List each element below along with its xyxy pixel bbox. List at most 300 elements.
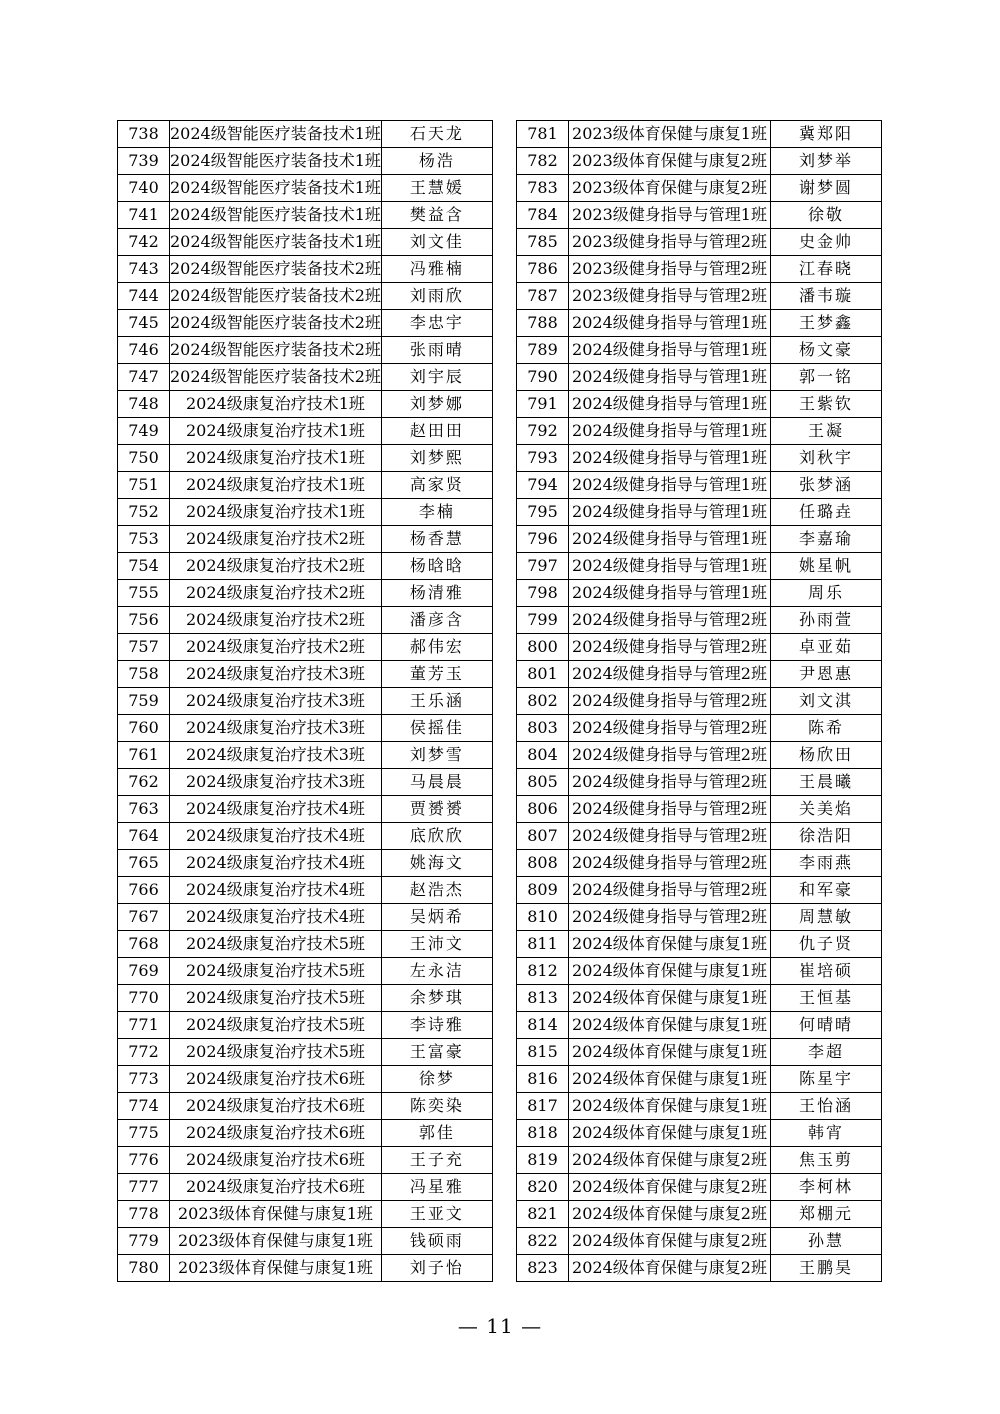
student-name-cell: 冯雅楠 — [381, 256, 492, 283]
row-number-cell: 752 — [118, 499, 170, 526]
row-number-cell: 782 — [517, 148, 569, 175]
row-number-cell: 774 — [118, 1093, 170, 1120]
student-name-cell: 刘宇辰 — [381, 364, 492, 391]
student-name-cell: 史金帅 — [771, 229, 882, 256]
table-row — [517, 256, 882, 283]
table-row — [118, 850, 493, 877]
row-number-cell: 743 — [118, 256, 170, 283]
class-name-cell: 2024级体育保健与康复1班 — [569, 1120, 771, 1147]
class-name-cell: 2024级智能医疗装备技术1班 — [170, 229, 382, 256]
class-name-cell: 2024级体育保健与康复2班 — [569, 1201, 771, 1228]
student-name-cell: 孙慧 — [771, 1228, 882, 1255]
class-name-cell: 2023级体育保健与康复2班 — [569, 175, 771, 202]
row-number-cell: 751 — [118, 472, 170, 499]
class-name-cell: 2023级体育保健与康复1班 — [170, 1201, 382, 1228]
class-name-cell: 2024级健身指导与管理2班 — [569, 634, 771, 661]
student-name-cell: 谢梦圆 — [771, 175, 882, 202]
student-name-cell: 杨清雅 — [381, 580, 492, 607]
table-row — [517, 580, 882, 607]
student-name-cell: 王子充 — [381, 1147, 492, 1174]
class-name-cell: 2024级康复治疗技术2班 — [170, 634, 382, 661]
class-name-cell: 2024级康复治疗技术6班 — [170, 1120, 382, 1147]
class-name-cell: 2024级康复治疗技术6班 — [170, 1066, 382, 1093]
row-number-cell: 800 — [517, 634, 569, 661]
row-number-cell: 802 — [517, 688, 569, 715]
row-number-cell: 759 — [118, 688, 170, 715]
row-number-cell: 780 — [118, 1255, 170, 1282]
class-name-cell: 2024级康复治疗技术2班 — [170, 553, 382, 580]
student-name-cell: 钱硕雨 — [381, 1228, 492, 1255]
row-number-cell: 756 — [118, 607, 170, 634]
table-row — [517, 283, 882, 310]
student-name-cell: 徐敬 — [771, 202, 882, 229]
row-number-cell: 823 — [517, 1255, 569, 1282]
row-number-cell: 785 — [517, 229, 569, 256]
table-row — [517, 202, 882, 229]
class-name-cell: 2024级健身指导与管理1班 — [569, 337, 771, 364]
table-row — [517, 607, 882, 634]
row-number-cell: 804 — [517, 742, 569, 769]
student-name-cell: 杨晗晗 — [381, 553, 492, 580]
class-name-cell: 2024级康复治疗技术2班 — [170, 580, 382, 607]
row-number-cell: 762 — [118, 769, 170, 796]
student-name-cell: 江春晓 — [771, 256, 882, 283]
row-number-cell: 787 — [517, 283, 569, 310]
row-number-cell: 777 — [118, 1174, 170, 1201]
class-name-cell: 2024级康复治疗技术5班 — [170, 958, 382, 985]
class-name-cell: 2024级智能医疗装备技术1班 — [170, 121, 382, 148]
class-name-cell: 2024级智能医疗装备技术2班 — [170, 337, 382, 364]
row-number-cell: 799 — [517, 607, 569, 634]
row-number-cell: 748 — [118, 391, 170, 418]
row-number-cell: 807 — [517, 823, 569, 850]
class-name-cell: 2024级康复治疗技术6班 — [170, 1147, 382, 1174]
student-name-cell: 郭佳 — [381, 1120, 492, 1147]
class-name-cell: 2024级康复治疗技术4班 — [170, 877, 382, 904]
student-name-cell: 刘梦雪 — [381, 742, 492, 769]
row-number-cell: 810 — [517, 904, 569, 931]
row-number-cell: 764 — [118, 823, 170, 850]
class-name-cell: 2024级智能医疗装备技术1班 — [170, 175, 382, 202]
table-row — [118, 823, 493, 850]
table-row — [118, 391, 493, 418]
table-row — [118, 715, 493, 742]
student-name-cell: 杨文豪 — [771, 337, 882, 364]
student-name-cell: 余梦琪 — [381, 985, 492, 1012]
student-name-cell: 刘雨欣 — [381, 283, 492, 310]
row-number-cell: 820 — [517, 1174, 569, 1201]
row-number-cell: 813 — [517, 985, 569, 1012]
student-name-cell: 潘彦含 — [381, 607, 492, 634]
row-number-cell: 758 — [118, 661, 170, 688]
row-number-cell: 767 — [118, 904, 170, 931]
student-name-cell: 高家贤 — [381, 472, 492, 499]
row-number-cell: 776 — [118, 1147, 170, 1174]
row-number-cell: 772 — [118, 1039, 170, 1066]
table-row — [118, 229, 493, 256]
class-name-cell: 2024级智能医疗装备技术1班 — [170, 202, 382, 229]
student-name-cell: 周乐 — [771, 580, 882, 607]
row-number-cell: 805 — [517, 769, 569, 796]
class-name-cell: 2024级康复治疗技术3班 — [170, 769, 382, 796]
table-row — [517, 1066, 882, 1093]
table-row — [118, 283, 493, 310]
table-row — [517, 1039, 882, 1066]
row-number-cell: 769 — [118, 958, 170, 985]
table-row — [517, 445, 882, 472]
table-row — [517, 877, 882, 904]
class-name-cell: 2024级健身指导与管理2班 — [569, 661, 771, 688]
student-name-cell: 刘秋宇 — [771, 445, 882, 472]
table-row — [517, 634, 882, 661]
class-name-cell: 2024级健身指导与管理2班 — [569, 823, 771, 850]
table-row — [517, 499, 882, 526]
student-name-cell: 王鹏昊 — [771, 1255, 882, 1282]
class-name-cell: 2024级康复治疗技术5班 — [170, 1012, 382, 1039]
row-number-cell: 760 — [118, 715, 170, 742]
class-name-cell: 2024级康复治疗技术1班 — [170, 418, 382, 445]
student-name-cell: 郝伟宏 — [381, 634, 492, 661]
class-name-cell: 2024级体育保健与康复2班 — [569, 1255, 771, 1282]
table-row — [118, 202, 493, 229]
row-number-cell: 779 — [118, 1228, 170, 1255]
student-name-cell: 侯摇佳 — [381, 715, 492, 742]
table-row — [118, 985, 493, 1012]
class-name-cell: 2024级体育保健与康复2班 — [569, 1174, 771, 1201]
class-name-cell: 2024级康复治疗技术5班 — [170, 985, 382, 1012]
row-number-cell: 783 — [517, 175, 569, 202]
row-number-cell: 791 — [517, 391, 569, 418]
row-number-cell: 784 — [517, 202, 569, 229]
student-name-cell: 吴炳希 — [381, 904, 492, 931]
student-name-cell: 底欣欣 — [381, 823, 492, 850]
row-number-cell: 750 — [118, 445, 170, 472]
student-name-cell: 樊益含 — [381, 202, 492, 229]
table-row — [517, 1147, 882, 1174]
table-row — [517, 1255, 882, 1282]
student-name-cell: 王紫钦 — [771, 391, 882, 418]
roster-table-body — [118, 121, 493, 1282]
table-row — [517, 715, 882, 742]
class-name-cell: 2024级智能医疗装备技术2班 — [170, 256, 382, 283]
class-name-cell: 2024级体育保健与康复1班 — [569, 931, 771, 958]
row-number-cell: 770 — [118, 985, 170, 1012]
student-name-cell: 焦玉剪 — [771, 1147, 882, 1174]
student-name-cell: 刘子怡 — [381, 1255, 492, 1282]
row-number-cell: 763 — [118, 796, 170, 823]
table-row — [118, 1228, 493, 1255]
table-row — [118, 1012, 493, 1039]
row-number-cell: 747 — [118, 364, 170, 391]
table-row — [517, 1120, 882, 1147]
table-row — [517, 985, 882, 1012]
row-number-cell: 788 — [517, 310, 569, 337]
row-number-cell: 738 — [118, 121, 170, 148]
student-name-cell: 马晨晨 — [381, 769, 492, 796]
class-name-cell: 2024级健身指导与管理2班 — [569, 742, 771, 769]
page-number: — 11 — — [457, 1314, 543, 1338]
row-number-cell: 739 — [118, 148, 170, 175]
table-row — [118, 769, 493, 796]
class-name-cell: 2024级体育保健与康复1班 — [569, 1066, 771, 1093]
student-name-cell: 王亚文 — [381, 1201, 492, 1228]
class-name-cell: 2024级康复治疗技术6班 — [170, 1174, 382, 1201]
class-name-cell: 2024级体育保健与康复1班 — [569, 1039, 771, 1066]
table-row — [118, 553, 493, 580]
student-name-cell: 董芳玉 — [381, 661, 492, 688]
class-name-cell: 2024级康复治疗技术3班 — [170, 688, 382, 715]
table-row — [118, 418, 493, 445]
class-name-cell: 2024级体育保健与康复1班 — [569, 985, 771, 1012]
table-row — [517, 688, 882, 715]
student-name-cell: 王梦鑫 — [771, 310, 882, 337]
student-name-cell: 韩宵 — [771, 1120, 882, 1147]
student-name-cell: 李忠宇 — [381, 310, 492, 337]
class-name-cell: 2024级康复治疗技术3班 — [170, 661, 382, 688]
student-name-cell: 刘文淇 — [771, 688, 882, 715]
class-name-cell: 2024级健身指导与管理2班 — [569, 715, 771, 742]
row-number-cell: 740 — [118, 175, 170, 202]
class-name-cell: 2023级健身指导与管理2班 — [569, 229, 771, 256]
student-name-cell: 何晴晴 — [771, 1012, 882, 1039]
table-row — [118, 1039, 493, 1066]
student-name-cell: 冀郑阳 — [771, 121, 882, 148]
table-row — [517, 553, 882, 580]
table-row — [118, 1120, 493, 1147]
row-number-cell: 773 — [118, 1066, 170, 1093]
class-name-cell: 2023级体育保健与康复1班 — [170, 1228, 382, 1255]
class-name-cell: 2024级健身指导与管理1班 — [569, 580, 771, 607]
table-row — [118, 526, 493, 553]
table-row — [118, 742, 493, 769]
class-name-cell: 2024级体育保健与康复1班 — [569, 1012, 771, 1039]
row-number-cell: 768 — [118, 931, 170, 958]
table-row — [118, 958, 493, 985]
table-row — [118, 634, 493, 661]
table-row — [118, 607, 493, 634]
row-number-cell: 790 — [517, 364, 569, 391]
row-number-cell: 803 — [517, 715, 569, 742]
table-row — [517, 1174, 882, 1201]
class-name-cell: 2023级体育保健与康复1班 — [170, 1255, 382, 1282]
student-name-cell: 李楠 — [381, 499, 492, 526]
table-row — [517, 850, 882, 877]
class-name-cell: 2023级体育保健与康复2班 — [569, 148, 771, 175]
row-number-cell: 789 — [517, 337, 569, 364]
class-name-cell: 2024级康复治疗技术1班 — [170, 445, 382, 472]
class-name-cell: 2024级健身指导与管理2班 — [569, 904, 771, 931]
row-number-cell: 744 — [118, 283, 170, 310]
class-name-cell: 2024级康复治疗技术2班 — [170, 526, 382, 553]
student-name-cell: 杨香慧 — [381, 526, 492, 553]
row-number-cell: 811 — [517, 931, 569, 958]
student-name-cell: 刘梦举 — [771, 148, 882, 175]
student-name-cell: 赵浩杰 — [381, 877, 492, 904]
student-name-cell: 李嘉瑜 — [771, 526, 882, 553]
student-name-cell: 崔培硕 — [771, 958, 882, 985]
table-row — [118, 1147, 493, 1174]
roster-table-body — [517, 121, 882, 1282]
table-row — [517, 526, 882, 553]
class-name-cell: 2024级智能医疗装备技术2班 — [170, 364, 382, 391]
class-name-cell: 2024级康复治疗技术1班 — [170, 391, 382, 418]
row-number-cell: 794 — [517, 472, 569, 499]
row-number-cell: 754 — [118, 553, 170, 580]
table-row — [517, 931, 882, 958]
table-row — [517, 1093, 882, 1120]
row-number-cell: 766 — [118, 877, 170, 904]
class-name-cell: 2024级健身指导与管理2班 — [569, 607, 771, 634]
student-name-cell: 张梦涵 — [771, 472, 882, 499]
class-name-cell: 2023级健身指导与管理2班 — [569, 256, 771, 283]
row-number-cell: 818 — [517, 1120, 569, 1147]
student-name-cell: 陈奕染 — [381, 1093, 492, 1120]
row-number-cell: 771 — [118, 1012, 170, 1039]
roster-table-left — [117, 120, 493, 1282]
class-name-cell: 2024级康复治疗技术4班 — [170, 850, 382, 877]
class-name-cell: 2024级康复治疗技术4班 — [170, 796, 382, 823]
table-row — [118, 1201, 493, 1228]
student-name-cell: 任璐垚 — [771, 499, 882, 526]
table-row — [517, 1228, 882, 1255]
row-number-cell: 781 — [517, 121, 569, 148]
class-name-cell: 2024级健身指导与管理2班 — [569, 850, 771, 877]
class-name-cell: 2024级康复治疗技术4班 — [170, 904, 382, 931]
class-name-cell: 2023级体育保健与康复1班 — [569, 121, 771, 148]
class-name-cell: 2024级健身指导与管理1班 — [569, 364, 771, 391]
class-name-cell: 2024级健身指导与管理1班 — [569, 418, 771, 445]
student-name-cell: 周慧敏 — [771, 904, 882, 931]
table-row — [118, 1174, 493, 1201]
student-name-cell: 刘文佳 — [381, 229, 492, 256]
student-name-cell: 陈希 — [771, 715, 882, 742]
row-number-cell: 742 — [118, 229, 170, 256]
class-name-cell: 2024级健身指导与管理1班 — [569, 553, 771, 580]
row-number-cell: 798 — [517, 580, 569, 607]
student-name-cell: 孙雨萱 — [771, 607, 882, 634]
row-number-cell: 819 — [517, 1147, 569, 1174]
class-name-cell: 2024级健身指导与管理1班 — [569, 391, 771, 418]
class-name-cell: 2023级健身指导与管理2班 — [569, 283, 771, 310]
table-row — [118, 121, 493, 148]
roster-table-right — [516, 120, 882, 1282]
class-name-cell: 2024级体育保健与康复1班 — [569, 958, 771, 985]
row-number-cell: 814 — [517, 1012, 569, 1039]
table-row — [118, 931, 493, 958]
class-name-cell: 2024级康复治疗技术6班 — [170, 1093, 382, 1120]
row-number-cell: 801 — [517, 661, 569, 688]
table-row — [118, 1255, 493, 1282]
class-name-cell: 2024级健身指导与管理2班 — [569, 796, 771, 823]
student-name-cell: 徐浩阳 — [771, 823, 882, 850]
table-row — [517, 661, 882, 688]
class-name-cell: 2024级康复治疗技术4班 — [170, 823, 382, 850]
row-number-cell: 816 — [517, 1066, 569, 1093]
student-name-cell: 李雨燕 — [771, 850, 882, 877]
table-row — [118, 445, 493, 472]
class-name-cell: 2024级健身指导与管理1班 — [569, 499, 771, 526]
row-number-cell: 778 — [118, 1201, 170, 1228]
class-name-cell: 2024级智能医疗装备技术2班 — [170, 310, 382, 337]
student-name-cell: 杨欣田 — [771, 742, 882, 769]
row-number-cell: 741 — [118, 202, 170, 229]
class-name-cell: 2024级健身指导与管理2班 — [569, 688, 771, 715]
row-number-cell: 822 — [517, 1228, 569, 1255]
row-number-cell: 817 — [517, 1093, 569, 1120]
table-row — [118, 337, 493, 364]
class-name-cell: 2024级康复治疗技术1班 — [170, 472, 382, 499]
table-row — [517, 958, 882, 985]
row-number-cell: 815 — [517, 1039, 569, 1066]
table-row — [118, 796, 493, 823]
student-name-cell: 王晨曦 — [771, 769, 882, 796]
student-name-cell: 贾赟赟 — [381, 796, 492, 823]
class-name-cell: 2024级康复治疗技术1班 — [170, 499, 382, 526]
class-name-cell: 2024级康复治疗技术5班 — [170, 931, 382, 958]
row-number-cell: 793 — [517, 445, 569, 472]
class-name-cell: 2024级智能医疗装备技术1班 — [170, 148, 382, 175]
table-row — [118, 877, 493, 904]
table-row — [118, 175, 493, 202]
student-name-cell: 姚星帆 — [771, 553, 882, 580]
row-number-cell: 795 — [517, 499, 569, 526]
table-row — [517, 121, 882, 148]
student-name-cell: 徐梦 — [381, 1066, 492, 1093]
student-name-cell: 王沛文 — [381, 931, 492, 958]
table-row — [517, 742, 882, 769]
class-name-cell: 2024级健身指导与管理1班 — [569, 526, 771, 553]
row-number-cell: 757 — [118, 634, 170, 661]
student-name-cell: 潘韦璇 — [771, 283, 882, 310]
table-row — [517, 1201, 882, 1228]
table-row — [517, 337, 882, 364]
student-name-cell: 郑棚元 — [771, 1201, 882, 1228]
student-name-cell: 王慧媛 — [381, 175, 492, 202]
student-name-cell: 石天龙 — [381, 121, 492, 148]
class-name-cell: 2024级健身指导与管理2班 — [569, 877, 771, 904]
table-row — [118, 904, 493, 931]
row-number-cell: 796 — [517, 526, 569, 553]
table-row — [517, 418, 882, 445]
student-name-cell: 尹恩惠 — [771, 661, 882, 688]
row-number-cell: 806 — [517, 796, 569, 823]
table-row — [118, 580, 493, 607]
student-name-cell: 关美焰 — [771, 796, 882, 823]
table-row — [118, 661, 493, 688]
student-name-cell: 姚海文 — [381, 850, 492, 877]
class-name-cell: 2024级体育保健与康复2班 — [569, 1147, 771, 1174]
student-name-cell: 杨浩 — [381, 148, 492, 175]
table-row — [517, 148, 882, 175]
row-number-cell: 761 — [118, 742, 170, 769]
table-row — [517, 391, 882, 418]
row-number-cell: 792 — [517, 418, 569, 445]
student-name-cell: 刘梦娜 — [381, 391, 492, 418]
student-name-cell: 王乐涵 — [381, 688, 492, 715]
table-row — [118, 499, 493, 526]
table-row — [517, 769, 882, 796]
student-name-cell: 仇子贤 — [771, 931, 882, 958]
row-number-cell: 808 — [517, 850, 569, 877]
class-name-cell: 2024级健身指导与管理1班 — [569, 445, 771, 472]
table-row — [517, 229, 882, 256]
student-name-cell: 王恒基 — [771, 985, 882, 1012]
class-name-cell: 2024级康复治疗技术3班 — [170, 742, 382, 769]
student-name-cell: 刘梦熙 — [381, 445, 492, 472]
student-name-cell: 李超 — [771, 1039, 882, 1066]
table-row — [517, 364, 882, 391]
student-name-cell: 李柯林 — [771, 1174, 882, 1201]
